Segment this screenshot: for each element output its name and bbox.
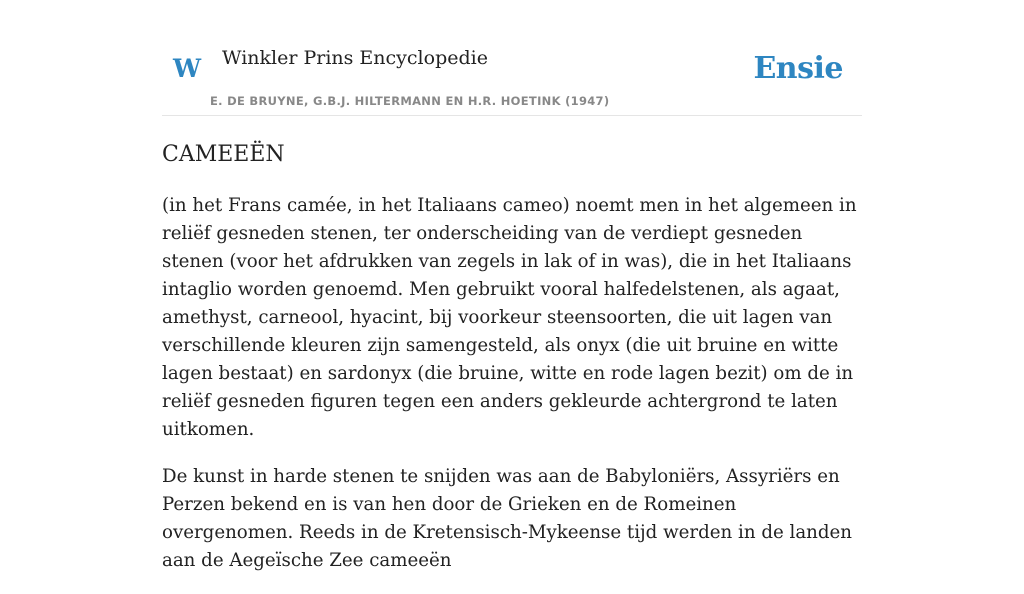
page-title: CAMEEËN bbox=[162, 142, 285, 167]
site-header bbox=[162, 0, 862, 116]
article-body bbox=[162, 192, 862, 594]
source-authors: E. DE BRUYNE, G.B.J. HILTERMANN EN H.R. HOETINK (1947) bbox=[210, 94, 610, 108]
winkler-prins-logo-icon[interactable]: W bbox=[173, 54, 202, 83]
ensie-logo[interactable]: Ensie bbox=[753, 51, 843, 86]
article-paragraph-1: (in het Frans camée, in het Italiaans cameo) noemt men in het algemeen in reliëf gesneden stenen, ter onderscheiding van de verdiept gesneden stenen (voor het afdrukken van zegels in lak of in was), die in het Italiaans intaglio worden genoemd. Men gebruikt vooral halfedelstenen, als agaat, amethyst, carneool, hyacint, bij voorkeur steensoorten, die uit lagen van verschillende kleuren zijn samengesteld, als onyx (die uit bruine en witte lagen bestaat) en sardonyx (die bruine, witte en rode lagen bezit) om de in reliëf gesneden figuren tegen een anders gekleurde achtergrond te laten uitkomen. bbox=[162, 195, 857, 440]
article-paragraph-2: De kunst in harde stenen te snijden was aan de Babyloniërs, Assyriërs en Perzen bekend en is van hen door de Grieken en de Romeinen overgenomen. Reeds in de Kretensisch-Mykeense tijd werden in de landen aan de Aegeïsche Zee cameeën bbox=[162, 466, 853, 571]
source-title[interactable]: Winkler Prins Encyclopedie bbox=[222, 47, 488, 69]
